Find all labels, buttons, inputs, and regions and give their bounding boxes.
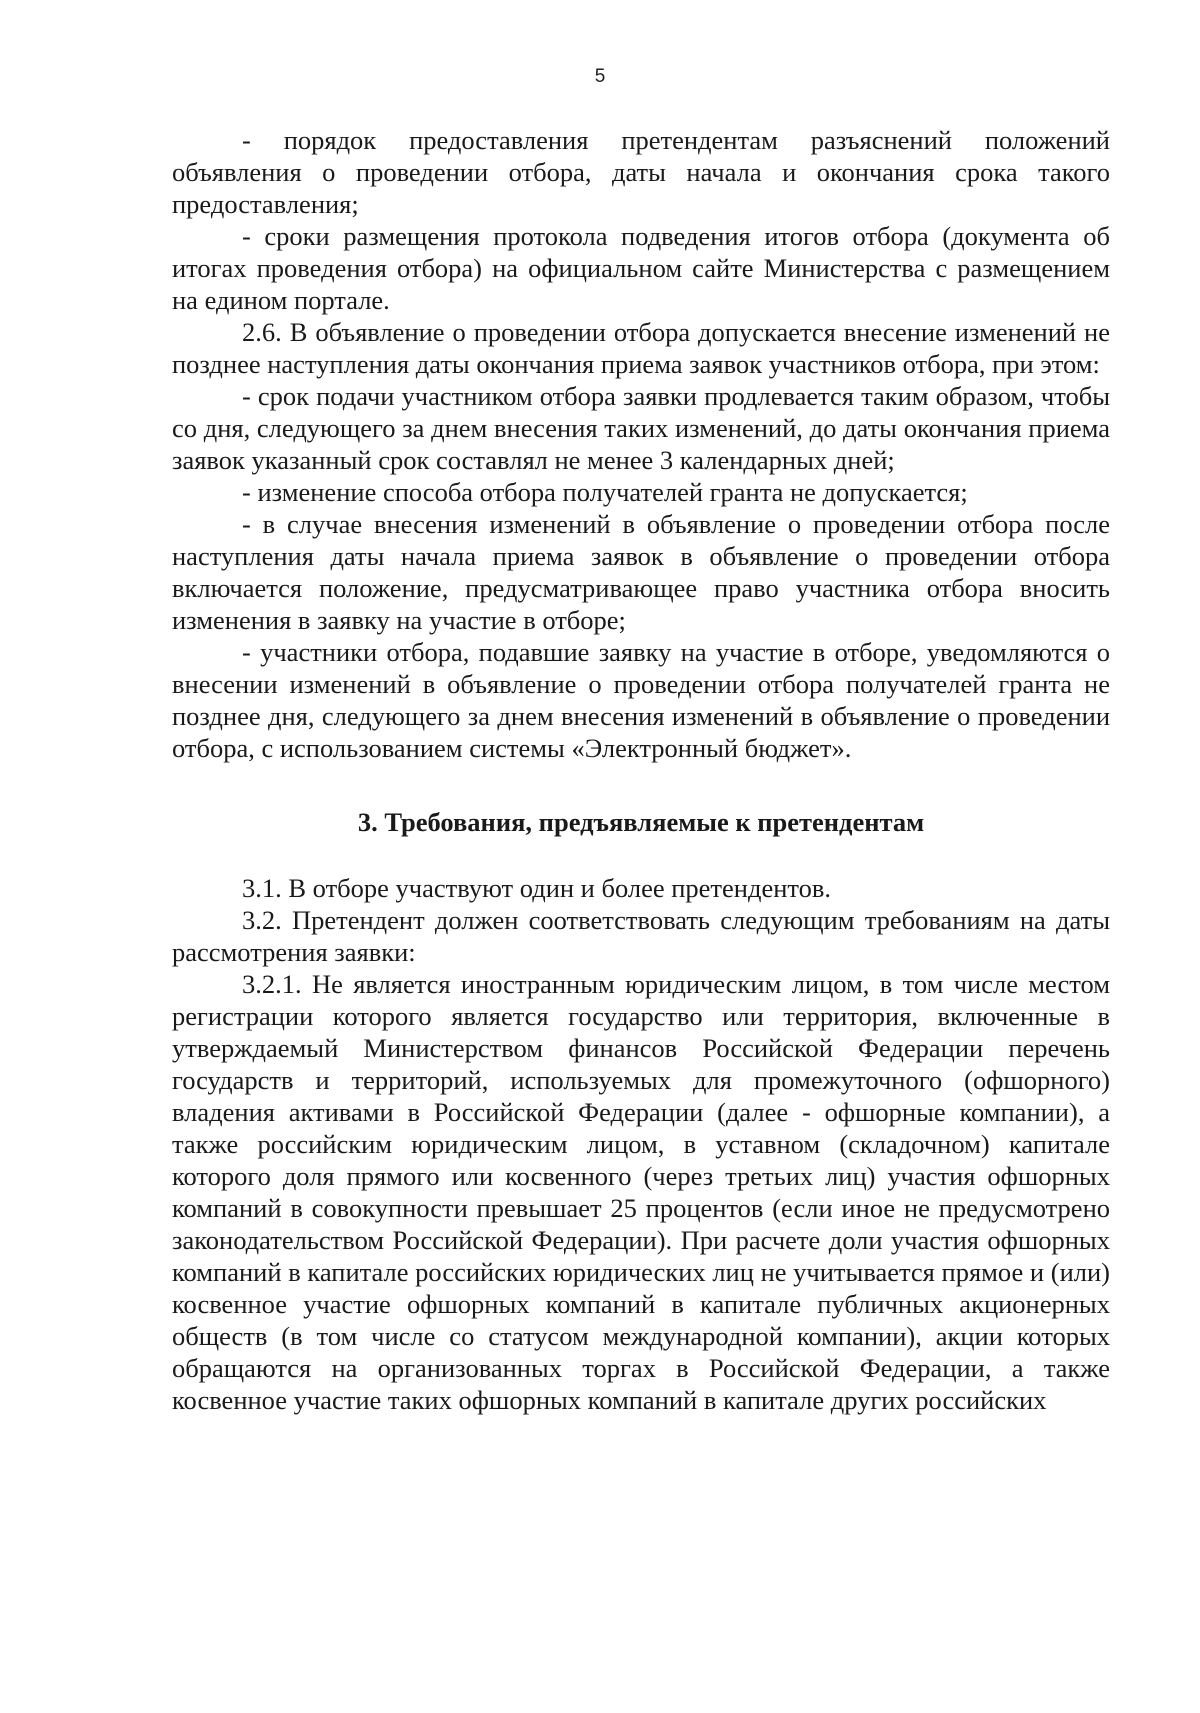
paragraph: 2.6. В объявление о проведении отбора допускается внесение изменений не позднее наступления даты окончания приема заявок участников отбора, при этом: (172, 317, 1110, 379)
page-number: 5 (594, 66, 606, 87)
paragraph: - в случае внесения изменений в объявление о проведении отбора после наступления даты начала приема заявок в объявление о проведении отбора включается положение, предусматривающее право участника отбора вносить изменения в заявку на участие в отборе; (172, 509, 1110, 635)
section-heading: 3. Требования, предъявляемые к претендентам (357, 807, 925, 837)
paragraph: - сроки размещения протокола подведения итогов отбора (документа об итогах проведения отбора) на официальном сайте Министерства с размещением на едином портале. (172, 221, 1110, 315)
paragraph: 3.1. В отборе участвуют один и более претендентов. (242, 873, 832, 903)
document-body (172, 124, 1110, 1416)
paragraph: - изменение способа отбора получателей гранта не допускается; (242, 477, 968, 507)
paragraph: 3.2. Претендент должен соответствовать следующим требованиям на даты рассмотрения заявки: (172, 905, 1110, 967)
paragraph: - срок подачи участником отбора заявки продлевается таким образом, чтобы со дня, следующего за днем внесения таких изменений, до даты окончания приема заявок указанный срок составлял не менее 3 календарных дней; (172, 381, 1110, 475)
paragraph: 3.2.1. Не является иностранным юридическим лицом, в том числе местом регистрации которого является государство или территория, включенные в утверждаемый Министерством финансов Российской Федерации перечень государств и территорий, используемых для промежуточного (офшорного) владения активами в Российской Федерации (далее - офшорные компании), а также российским юридическим лицом, в уставном (складочном) капитале которого доля прямого или косвенного (через третьих лиц) участия офшорных компаний в совокупности превышает 25 процентов (если иное не предусмотрено законодательством Российской Федерации). При расчете доли участия офшорных компаний в капитале российских юридических лиц не учитывается прямое и (или) косвенное участие офшорных компаний в капитале публичных акционерных обществ (в том числе со статусом международной компании), акции которых обращаются на организованных торгах в Российской Федерации, а также косвенное участие таких офшорных компаний в капитале других российских (172, 969, 1110, 1415)
paragraph: - порядок предоставления претендентам разъяснений положений объявления о проведении отбора, даты начала и окончания срока такого предоставления; (172, 125, 1110, 219)
paragraph: - участники отбора, подавшие заявку на участие в отборе, уведомляются о внесении изменений в объявление о проведении отбора получателей гранта не позднее дня, следующего за днем внесения изменений в объявление о проведении отбора, с использованием системы «Электронный бюджет». (172, 637, 1110, 763)
